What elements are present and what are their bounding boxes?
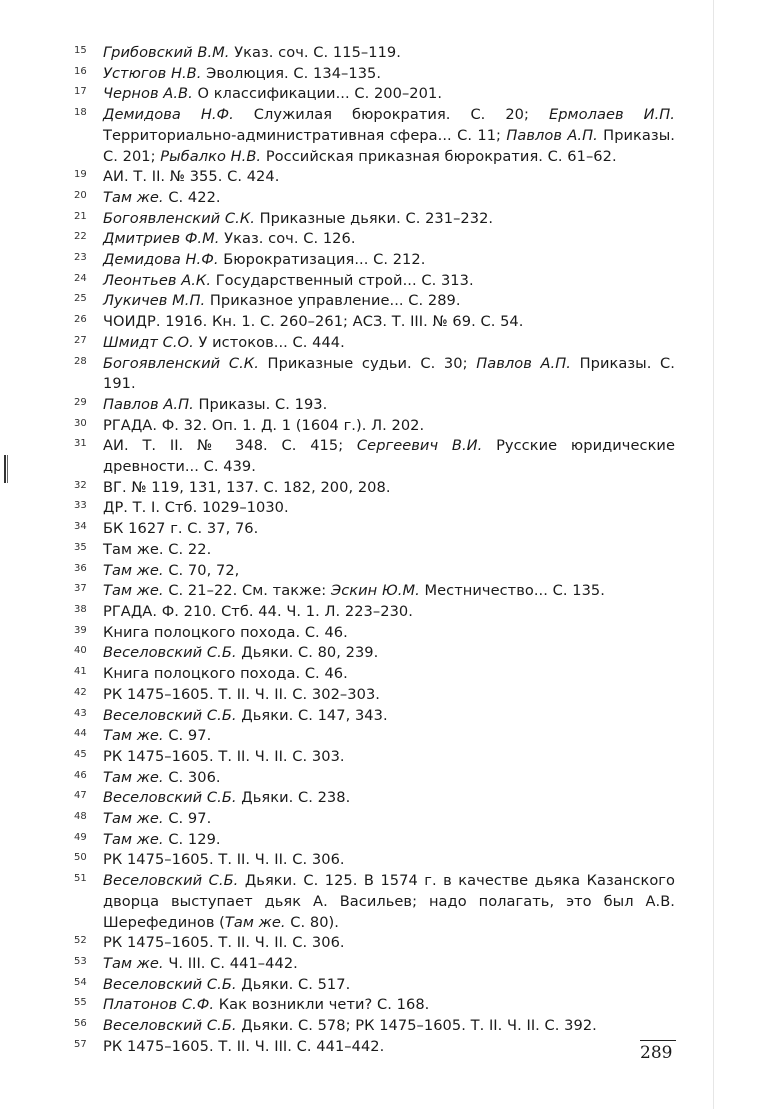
endnote-item (0, 167, 771, 188)
endnote-item (0, 581, 771, 602)
endnote-author-italic: Павлов А.П. (476, 354, 571, 372)
endnote-item (0, 312, 771, 333)
endnote-item (0, 540, 771, 561)
endnote-item (0, 333, 771, 354)
endnote-number: 34 (74, 521, 87, 533)
endnote-item (0, 933, 771, 954)
endnotes-list (0, 43, 771, 1057)
endnote-author-italic: Там же. (103, 954, 164, 972)
endnote-number: 25 (74, 293, 87, 305)
endnote-text (103, 602, 675, 623)
endnote-number: 49 (74, 831, 87, 843)
endnote-number: 16 (74, 65, 87, 77)
endnote-number: 37 (74, 583, 87, 595)
endnote-text (103, 623, 675, 644)
endnote-number: 36 (74, 562, 87, 574)
endnote-number: 46 (74, 769, 87, 781)
endnote-number: 45 (74, 748, 87, 760)
endnote-text (103, 64, 675, 85)
endnote-item (0, 84, 771, 105)
endnote-text-segment: Приказные дьяки. С. 231–232. (254, 209, 494, 227)
endnote-text (103, 291, 675, 312)
endnote-text-segment: Территориально-административная сфера... С. 11; (103, 126, 507, 144)
endnote-author-italic: Веселовский С.Б. (103, 706, 237, 724)
endnote-number: 32 (74, 479, 87, 491)
endnote-text (103, 788, 675, 809)
endnote-text-segment: С. 129. (163, 830, 221, 848)
endnote-text-segment: О классификации... С. 200–201. (192, 85, 443, 103)
endnote-text (103, 209, 675, 230)
endnote-author-italic: Богоявленский С.К. (103, 354, 259, 372)
endnote-text-segment: Российская приказная бюрократия. С. 61–62. (261, 147, 617, 165)
endnote-text-segment: Приказы. С. 193. (193, 395, 328, 413)
endnote-text (103, 395, 675, 416)
endnote-author-italic: Богоявленский С.К. (103, 209, 255, 227)
endnote-item (0, 685, 771, 706)
endnote-text-segment: Книга полоцкого похода. С. 46. (103, 623, 348, 641)
endnote-item (0, 995, 771, 1016)
endnote-text (103, 167, 675, 188)
endnote-text (103, 561, 675, 582)
endnote-item (0, 519, 771, 540)
endnote-author-italic: Леонтьев А.К. (103, 271, 212, 289)
endnote-text (103, 1016, 675, 1037)
endnote-text (103, 333, 675, 354)
endnote-text-segment: Дьяки. С. 147, 343. (236, 706, 388, 724)
endnote-text-segment: Дьяки. С. 517. (236, 975, 351, 993)
endnote-author-italic: Устюгов Н.В. (103, 64, 202, 82)
endnote-number: 35 (74, 541, 87, 553)
endnote-text-segment: ДР. Т. I. Стб. 1029–1030. (103, 499, 289, 517)
endnote-number: 19 (74, 169, 87, 181)
endnote-text (103, 354, 675, 395)
endnote-text (103, 84, 675, 105)
endnote-author-italic: Веселовский С.Б. (103, 975, 237, 993)
endnote-number: 18 (74, 107, 87, 119)
endnote-text-segment: Приказные судьи. С. 30; (258, 354, 477, 372)
endnote-item (0, 229, 771, 250)
endnote-item (0, 871, 771, 933)
endnote-text-segment: С. 306. (163, 768, 221, 786)
endnote-item (0, 954, 771, 975)
endnote-number: 30 (74, 417, 87, 429)
endnote-text-segment: Государственный строй... С. 313. (211, 271, 474, 289)
endnote-author-italic: Веселовский С.Б. (103, 789, 237, 807)
endnote-item (0, 623, 771, 644)
endnote-text-segment: РК 1475–1605. Т. II. Ч. II. С. 303. (103, 747, 345, 765)
endnote-number: 39 (74, 624, 87, 636)
endnote-item (0, 291, 771, 312)
endnote-text (103, 768, 675, 789)
endnote-number: 43 (74, 707, 87, 719)
endnote-text-segment: Приказы. С. 201; (103, 126, 675, 165)
endnote-text (103, 850, 675, 871)
endnote-item (0, 250, 771, 271)
endnote-text (103, 105, 675, 167)
endnote-text (103, 519, 675, 540)
endnote-number: 15 (74, 45, 87, 56)
endnote-text-segment: Бюрократизация... С. 212. (218, 251, 426, 269)
endnote-item (0, 64, 771, 85)
endnote-number: 21 (74, 210, 87, 222)
endnote-item (0, 975, 771, 996)
endnote-text-segment: Дьяки. С. 80, 239. (236, 644, 379, 662)
endnote-author-italic: Там же. (103, 188, 164, 206)
endnote-text (103, 436, 675, 477)
endnote-text-segment: ВГ. № 119, 131, 137. С. 182, 200, 208. (103, 478, 391, 496)
endnote-number: 52 (74, 935, 87, 947)
endnote-item (0, 105, 771, 167)
endnote-item (0, 188, 771, 209)
endnote-author-italic: Там же. (103, 582, 164, 600)
endnote-item (0, 395, 771, 416)
endnote-text (103, 188, 675, 209)
endnote-text-segment: С. 70, 72, (163, 561, 240, 579)
endnote-number: 20 (74, 189, 87, 201)
page-number-rule (640, 1040, 676, 1041)
endnote-author-italic: Платонов С.Ф. (103, 996, 215, 1014)
endnote-number: 48 (74, 811, 87, 823)
endnote-text (103, 706, 675, 727)
endnote-number: 28 (74, 355, 87, 367)
endnote-text-segment: Указ. соч. С. 115–119. (229, 44, 401, 61)
endnote-number: 22 (74, 231, 87, 243)
endnote-number: 40 (74, 645, 87, 657)
endnote-item (0, 643, 771, 664)
endnote-text-segment: Русские юридические древности... С. 439. (103, 437, 675, 476)
endnote-text (103, 830, 675, 851)
endnote-author-italic: Там же. (103, 830, 164, 848)
endnote-text-segment: С. 21–22. См. также: (163, 582, 331, 600)
endnote-author-italic: Там же. (224, 913, 286, 931)
endnote-text (103, 312, 675, 333)
endnote-author-italic: Там же. (103, 561, 164, 579)
endnote-item (0, 706, 771, 727)
endnote-number: 56 (74, 1018, 87, 1030)
endnote-text-segment: С. 97. (163, 727, 212, 745)
endnote-item (0, 561, 771, 582)
endnote-author-italic: Эскин Ю.М. (330, 582, 420, 600)
endnote-number: 55 (74, 997, 87, 1009)
endnote-text (103, 271, 675, 292)
endnote-text-segment: РК 1475–1605. Т. II. Ч. II. С. 306. (103, 851, 345, 869)
endnote-text-segment: У истоков... С. 444. (193, 333, 345, 351)
endnote-item (0, 478, 771, 499)
endnote-author-italic: Павлов А.П. (506, 126, 598, 144)
endnote-author-italic: Павлов А.П. (103, 395, 194, 413)
endnote-item (0, 436, 771, 477)
endnote-text (103, 995, 675, 1016)
endnote-author-italic: Демидова Н.Ф. (103, 106, 234, 124)
endnote-text-segment: АИ. Т. II. № 348. С. 415; (103, 437, 357, 455)
endnote-number: 17 (74, 86, 87, 98)
endnote-text-segment: РГАДА. Ф. 210. Стб. 44. Ч. 1. Л. 223–230. (103, 602, 413, 620)
endnote-author-italic: Чернов А.В. (103, 85, 193, 103)
endnote-number: 23 (74, 252, 87, 264)
endnote-text (103, 685, 675, 706)
endnote-number: 54 (74, 976, 87, 988)
endnote-item (0, 354, 771, 395)
endnote-number: 41 (74, 666, 87, 678)
endnote-number: 44 (74, 728, 87, 740)
endnote-item (0, 271, 771, 292)
endnote-item (0, 830, 771, 851)
endnote-author-italic: Грибовский В.М. (103, 44, 230, 61)
endnote-text (103, 250, 675, 271)
endnote-text-segment: Книга полоцкого похода. С. 46. (103, 665, 348, 683)
endnote-item (0, 416, 771, 437)
endnote-item (0, 602, 771, 623)
endnote-item (0, 747, 771, 768)
endnote-text-segment: Указ. соч. С. 126. (219, 230, 356, 248)
endnote-text-segment: С. 80). (285, 913, 339, 931)
endnote-text-segment: АИ. Т. II. № 355. С. 424. (103, 168, 280, 186)
endnote-text-segment: Местничество... С. 135. (419, 582, 605, 600)
endnote-number: 47 (74, 790, 87, 802)
endnote-author-italic: Рыбалко Н.В. (160, 147, 262, 165)
endnote-text (103, 975, 675, 996)
endnote-text-segment: С. 97. (163, 810, 212, 828)
endnote-item (0, 1016, 771, 1037)
endnote-author-italic: Веселовский С.Б. (103, 644, 237, 662)
endnote-author-italic: Лукичев М.П. (103, 292, 206, 310)
endnote-text-segment: Дьяки. С. 238. (236, 789, 351, 807)
endnote-text-segment: Служилая бюрократия. С. 20; (233, 106, 549, 124)
endnote-number: 26 (74, 314, 87, 326)
endnote-author-italic: Сергеевич В.И. (356, 437, 483, 455)
endnote-text (103, 229, 675, 250)
endnote-text-segment: Приказное управление... С. 289. (205, 292, 461, 310)
endnote-text (103, 540, 675, 561)
endnote-number: 51 (74, 873, 87, 885)
endnote-item (0, 850, 771, 871)
endnote-text (103, 498, 675, 519)
endnote-author-italic: Веселовский С.Б. (103, 1017, 237, 1035)
endnote-text-segment: Как возникли чети? С. 168. (214, 996, 430, 1014)
endnote-number: 29 (74, 396, 87, 408)
endnote-item (0, 809, 771, 830)
endnote-text (103, 43, 675, 64)
endnote-author-italic: Демидова Н.Ф. (103, 251, 219, 269)
endnote-item (0, 768, 771, 789)
endnote-text (103, 664, 675, 685)
endnote-author-italic: Дмитриев Ф.М. (103, 230, 220, 248)
endnote-text (103, 416, 675, 437)
endnote-text-segment: РК 1475–1605. Т. II. Ч. II. С. 302–303. (103, 685, 380, 703)
endnote-text-segment: РК 1475–1605. Т. II. Ч. III. С. 441–442. (103, 1037, 385, 1055)
endnote-item (0, 498, 771, 519)
endnote-author-italic: Там же. (103, 810, 164, 828)
endnote-item (0, 726, 771, 747)
endnote-number: 57 (74, 1038, 87, 1050)
endnote-number: 42 (74, 686, 87, 698)
endnote-text (103, 478, 675, 499)
endnote-item (0, 43, 771, 64)
endnote-text (103, 954, 675, 975)
endnote-text-segment: ЧОИДР. 1916. Кн. 1. С. 260–261; АСЗ. Т. III. № 69. С. 54. (103, 313, 524, 331)
endnote-text (103, 809, 675, 830)
endnote-number: 31 (74, 438, 87, 450)
endnote-item (0, 209, 771, 230)
endnote-text (103, 1037, 675, 1058)
endnote-text-segment: Приказы. С. 191. (103, 354, 675, 393)
endnote-author-italic: Там же. (103, 768, 164, 786)
endnote-author-italic: Там же. (103, 727, 164, 745)
endnote-author-italic: Веселовский С.Б. (103, 872, 239, 890)
endnote-text-segment: Дьяки. С. 125. В 1574 г. в качестве дьяка Казанского дворца выступает дьяк А. Васильев; надо полагать, это был А.В. Шерефединов ( (103, 872, 676, 931)
endnote-item (0, 788, 771, 809)
endnote-text-segment: Ч. III. С. 441–442. (163, 954, 298, 972)
endnote-text (103, 747, 675, 768)
page-number: 289 (640, 1043, 673, 1063)
endnote-text-segment: РГАДА. Ф. 32. Оп. 1. Д. 1 (1604 г.). Л. 202. (103, 416, 425, 434)
endnote-number: 27 (74, 334, 87, 346)
endnote-number: 24 (74, 272, 87, 284)
endnote-text-segment: Там же. С. 22. (103, 540, 212, 558)
endnote-number: 50 (74, 852, 87, 864)
endnote-author-italic: Ермолаев И.П. (548, 106, 675, 124)
endnote-number: 53 (74, 955, 87, 967)
endnote-text (103, 933, 675, 954)
endnote-text-segment: БК 1627 г. С. 37, 76. (103, 520, 259, 538)
endnote-number: 38 (74, 603, 87, 615)
endnote-text (103, 581, 675, 602)
endnote-text-segment: Эволюция. С. 134–135. (201, 64, 382, 82)
endnote-text-segment: РК 1475–1605. Т. II. Ч. II. С. 306. (103, 934, 345, 952)
endnote-number: 33 (74, 500, 87, 512)
endnote-text (103, 643, 675, 664)
endnote-text (103, 871, 675, 933)
endnote-text-segment: Дьяки. С. 578; РК 1475–1605. Т. II. Ч. II. С. 392. (236, 1017, 597, 1035)
endnote-text-segment: С. 422. (163, 188, 221, 206)
endnote-item (0, 664, 771, 685)
endnote-author-italic: Шмидт С.О. (103, 333, 194, 351)
endnote-text (103, 726, 675, 747)
